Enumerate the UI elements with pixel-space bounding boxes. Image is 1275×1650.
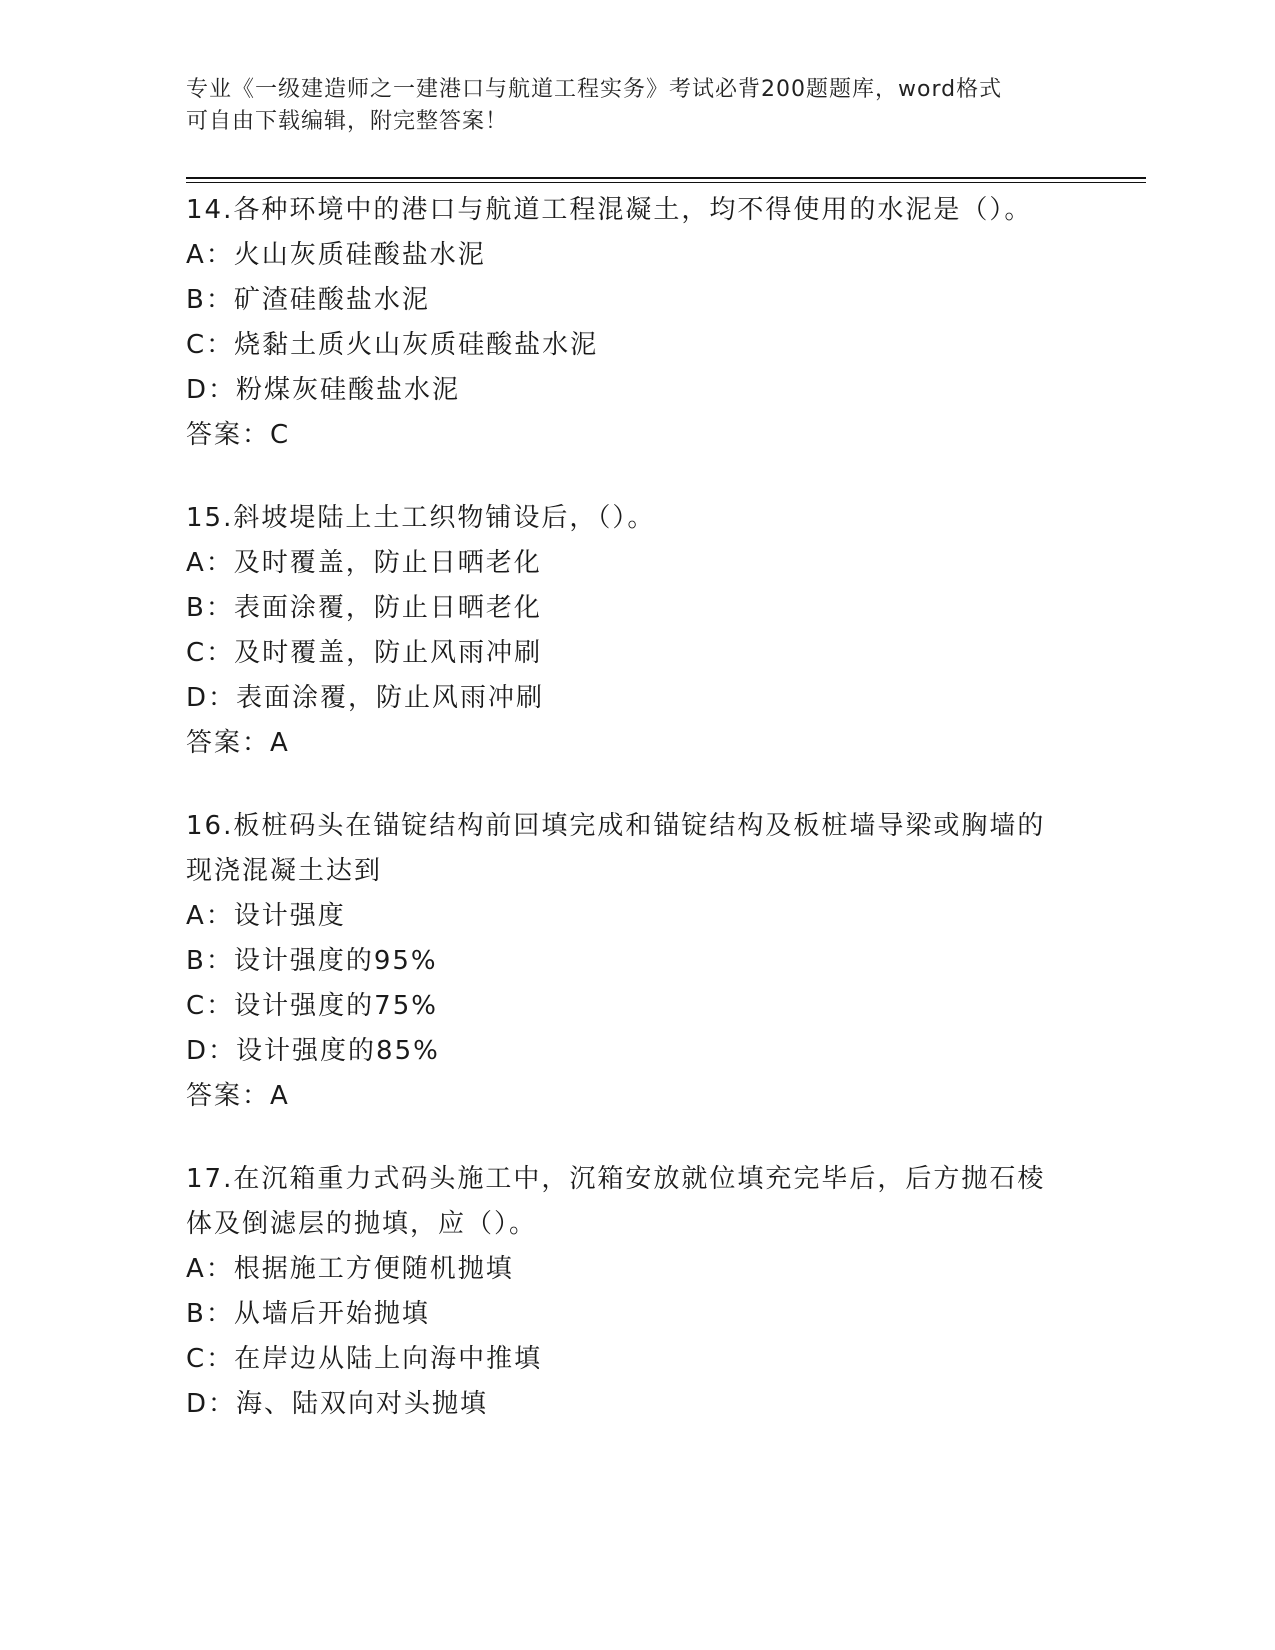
answer-label: 答案：C [186, 420, 291, 450]
question-16 [186, 804, 1086, 1119]
option-a: A：设计强度 [186, 901, 346, 931]
option-a: A：及时覆盖，防止日晒老化 [186, 548, 542, 578]
header-divider [186, 177, 1146, 183]
question-17 [186, 1157, 1086, 1427]
option-a: A：火山灰质硅酸盐水泥 [186, 240, 486, 270]
question-stem-line-1: 16.板桩码头在锚锭结构前回填完成和锚锭结构及板桩墙导梁或胸墙的 [186, 811, 1046, 841]
question-list [186, 188, 1086, 1465]
document-header [186, 74, 1086, 138]
option-d: D：设计强度的85% [186, 1036, 440, 1066]
option-b: B：矿渣硅酸盐水泥 [186, 285, 430, 315]
option-c: C：烧黏土质火山灰质硅酸盐水泥 [186, 330, 599, 360]
option-d: D：海、陆双向对头抛填 [186, 1389, 489, 1419]
option-d: D：表面涂覆，防止风雨冲刷 [186, 683, 545, 713]
header-line-1: 专业《一级建造师之一建港口与航道工程实务》考试必背200题题库，word格式 [186, 77, 1003, 102]
question-stem: 14.各种环境中的港口与航道工程混凝土，均不得使用的水泥是（）。 [186, 195, 1033, 225]
question-stem-line-2: 现浇混凝土达到 [186, 856, 383, 886]
header-line-2: 可自由下载编辑，附完整答案！ [186, 109, 509, 134]
question-stem-line-2: 体及倒滤层的抛填，应（）。 [186, 1209, 538, 1239]
option-a: A：根据施工方便随机抛填 [186, 1254, 514, 1284]
option-b: B：表面涂覆，防止日晒老化 [186, 593, 542, 623]
option-b: B：从墙后开始抛填 [186, 1299, 430, 1329]
question-stem-line-1: 17.在沉箱重力式码头施工中，沉箱安放就位填充完毕后，后方抛石棱 [186, 1164, 1046, 1194]
question-15 [186, 496, 1086, 766]
option-d: D：粉煤灰硅酸盐水泥 [186, 375, 461, 405]
option-c: C：及时覆盖，防止风雨冲刷 [186, 638, 543, 668]
question-14 [186, 188, 1086, 458]
answer-label: 答案：A [186, 1081, 290, 1111]
answer-label: 答案：A [186, 728, 290, 758]
option-b: B：设计强度的95% [186, 946, 438, 976]
option-c: C：设计强度的75% [186, 991, 438, 1021]
question-stem: 15.斜坡堤陆上土工织物铺设后，（）。 [186, 503, 656, 533]
option-c: C：在岸边从陆上向海中推填 [186, 1344, 543, 1374]
